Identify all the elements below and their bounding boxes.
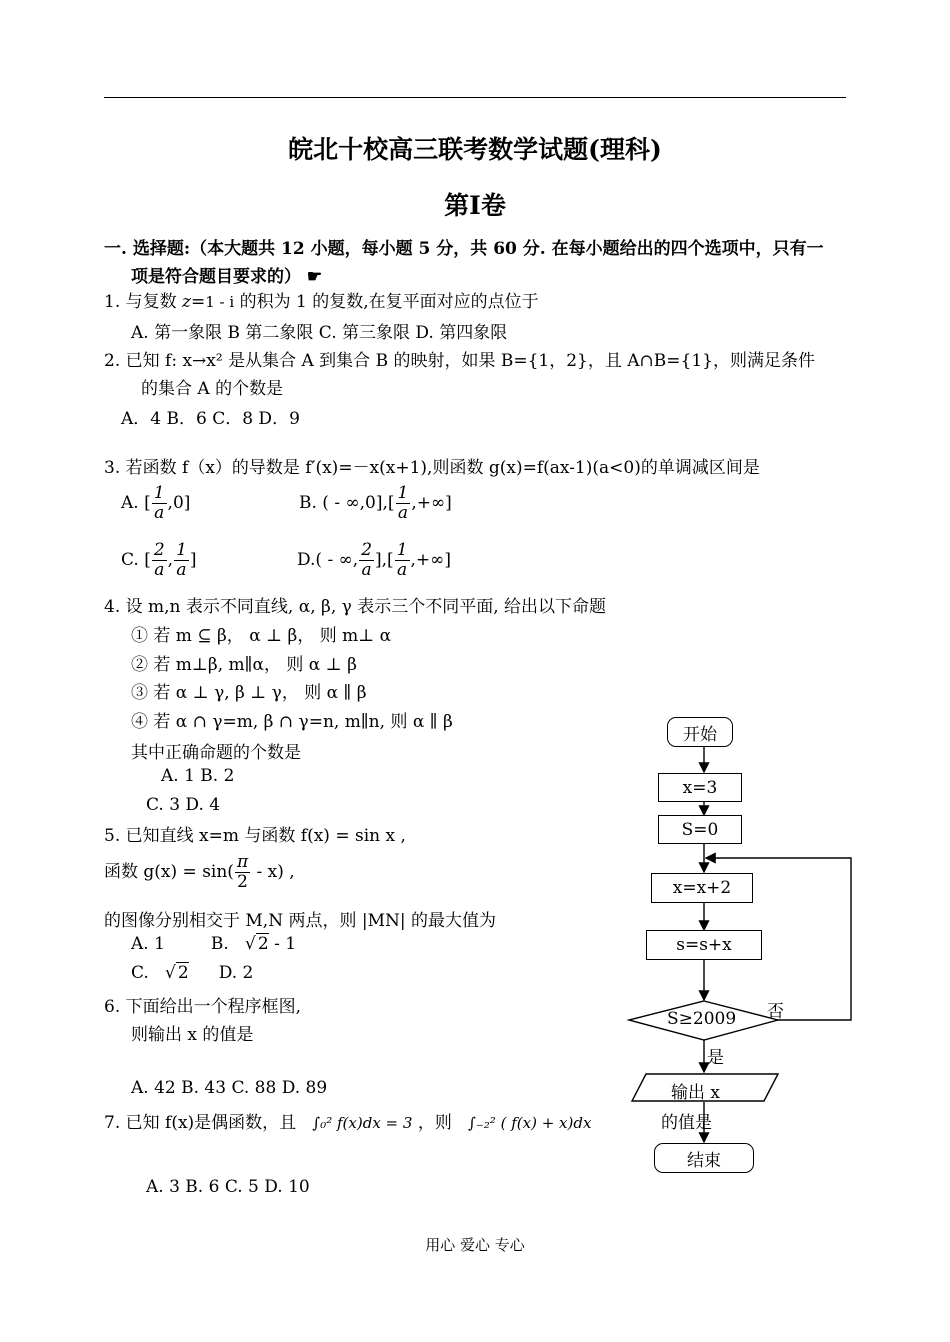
question-2-options: A．4 B．6 C．8 D．9: [121, 409, 300, 429]
question-1: 1. 与复数 z=1 - i 的积为 1 的复数,在复平面对应的点位于: [104, 292, 539, 312]
question-4-options-ab: A. 1 B. 2: [161, 766, 235, 786]
flowchart-condition: S≥2009: [667, 1009, 737, 1029]
question-3: 3. 若函数 f（x）的导数是 f′(x)=－x(x+1),则函数 g(x)=f(ax-1)(a<0)的单调减区间是: [104, 458, 760, 478]
section-heading-cont: 项是符合题目要求的） ☛: [131, 267, 323, 287]
flowchart-yes-label: 是: [707, 1048, 724, 1068]
flowchart-no-label: 否: [767, 1002, 784, 1022]
proposition-4: ④ 若 α ∩ γ=m, β ∩ γ=n, m∥n, 则 α ∥ β: [131, 712, 453, 732]
proposition-1: ① 若 m ⊆ β， α ⊥ β， 则 m⊥ α: [131, 626, 392, 646]
question-4: 4. 设 m,n 表示不同直线, α, β, γ 表示三个不同平面, 给出以下命题: [104, 597, 607, 617]
page-footer: 用心 爱心 专心: [425, 1236, 525, 1254]
volume-title: 第I卷: [444, 191, 506, 220]
flowchart-start: 开始: [667, 717, 733, 747]
fraction: $\frac{1}{a}$: [176, 540, 187, 580]
question-4-options-cd: C. 3 D. 4: [146, 795, 221, 815]
question-6: 6. 下面给出一个程序框图,: [104, 997, 302, 1017]
proposition-3: ③ 若 α ⊥ γ, β ⊥ γ， 则 α ∥ β: [131, 683, 367, 703]
proposition-2: ② 若 m⊥β, m∥α， 则 α ⊥ β: [131, 655, 357, 675]
flowchart-init-s: S=0: [658, 815, 742, 844]
fraction: $\frac{1}{a}$: [397, 483, 409, 523]
question-1-options: A. 第一象限 B 第二象限 C. 第三象限 D. 第四象限: [131, 323, 508, 343]
flowchart-init-x: x=3: [658, 773, 742, 802]
page-title: 皖北十校高三联考数学试题(理科): [288, 135, 662, 164]
flowchart-step-x: x=x+2: [651, 873, 753, 903]
flowchart-end: 结束: [654, 1143, 754, 1173]
flowchart-step-s: s=s+x: [646, 930, 762, 960]
pointer-icon: ☛: [306, 267, 323, 287]
question-7: 7. 已知 f(x)是偶函数，且 ∫₀² f(x)dx = 3 ，则 ∫₋₂² ( f(x) + x)dx: [104, 1113, 592, 1133]
question-5-ask: 的图像分别相交于 M,N 两点，则 |MN| 的最大值为: [104, 911, 497, 931]
question-2: 2. 已知 f: x→x² 是从集合 A 到集合 B 的映射，如果 B={1，2}，且 A∩B={1}，则满足条件: [104, 351, 815, 371]
question-6-cont: 则输出 x 的值是: [131, 1025, 254, 1045]
question-6-options: A. 42 B. 43 C. 88 D. 89: [131, 1078, 328, 1098]
question-3-option-c: C. [ $\frac{2}{a}$ , $\frac{1}{a}$ ]: [121, 540, 197, 580]
question-5-options-ab: A. 1 B. √ 2 - 1: [131, 934, 297, 954]
question-2-cont: 的集合 A 的个数是: [141, 379, 284, 399]
question-7-options: A. 3 B. 6 C. 5 D. 10: [146, 1177, 310, 1197]
flowchart-output: 输出 x: [671, 1083, 720, 1103]
question-5-options-cd: C. √ 2 D. 2: [131, 963, 254, 983]
question-5: 5. 已知直线 x=m 与函数 f(x) = sin x ,: [104, 826, 406, 846]
question-3-option-d: D.( - ∞, $\frac{2}{a}$ ],[ $\frac{1}{a}$ ,+∞]: [297, 540, 451, 580]
question-7-tail: 的值是: [661, 1113, 712, 1133]
question-3-option-a: A. [ $\frac{1}{a}$ ,0]: [121, 483, 191, 523]
fraction: $\frac{2}{a}$: [361, 540, 373, 580]
fraction: $\frac{1}{a}$: [153, 483, 165, 523]
fraction: $\frac{\pi}{2}$: [236, 852, 249, 892]
question-4-ask: 其中正确命题的个数是: [131, 743, 301, 763]
question-3-option-b: B. ( - ∞,0],[ $\frac{1}{a}$ ,+∞]: [299, 483, 452, 523]
question-5-function-g: 函数 g(x) = sin( $\frac{\pi}{2}$ - x) ,: [104, 852, 295, 892]
fraction: $\frac{2}{a}$: [153, 540, 165, 580]
fraction: $\frac{1}{a}$: [396, 540, 408, 580]
section-heading: 一. 选择题:（本大题共 12 小题，每小题 5 分，共 60 分. 在每小题给出的四个选项中，只有一: [104, 239, 824, 259]
